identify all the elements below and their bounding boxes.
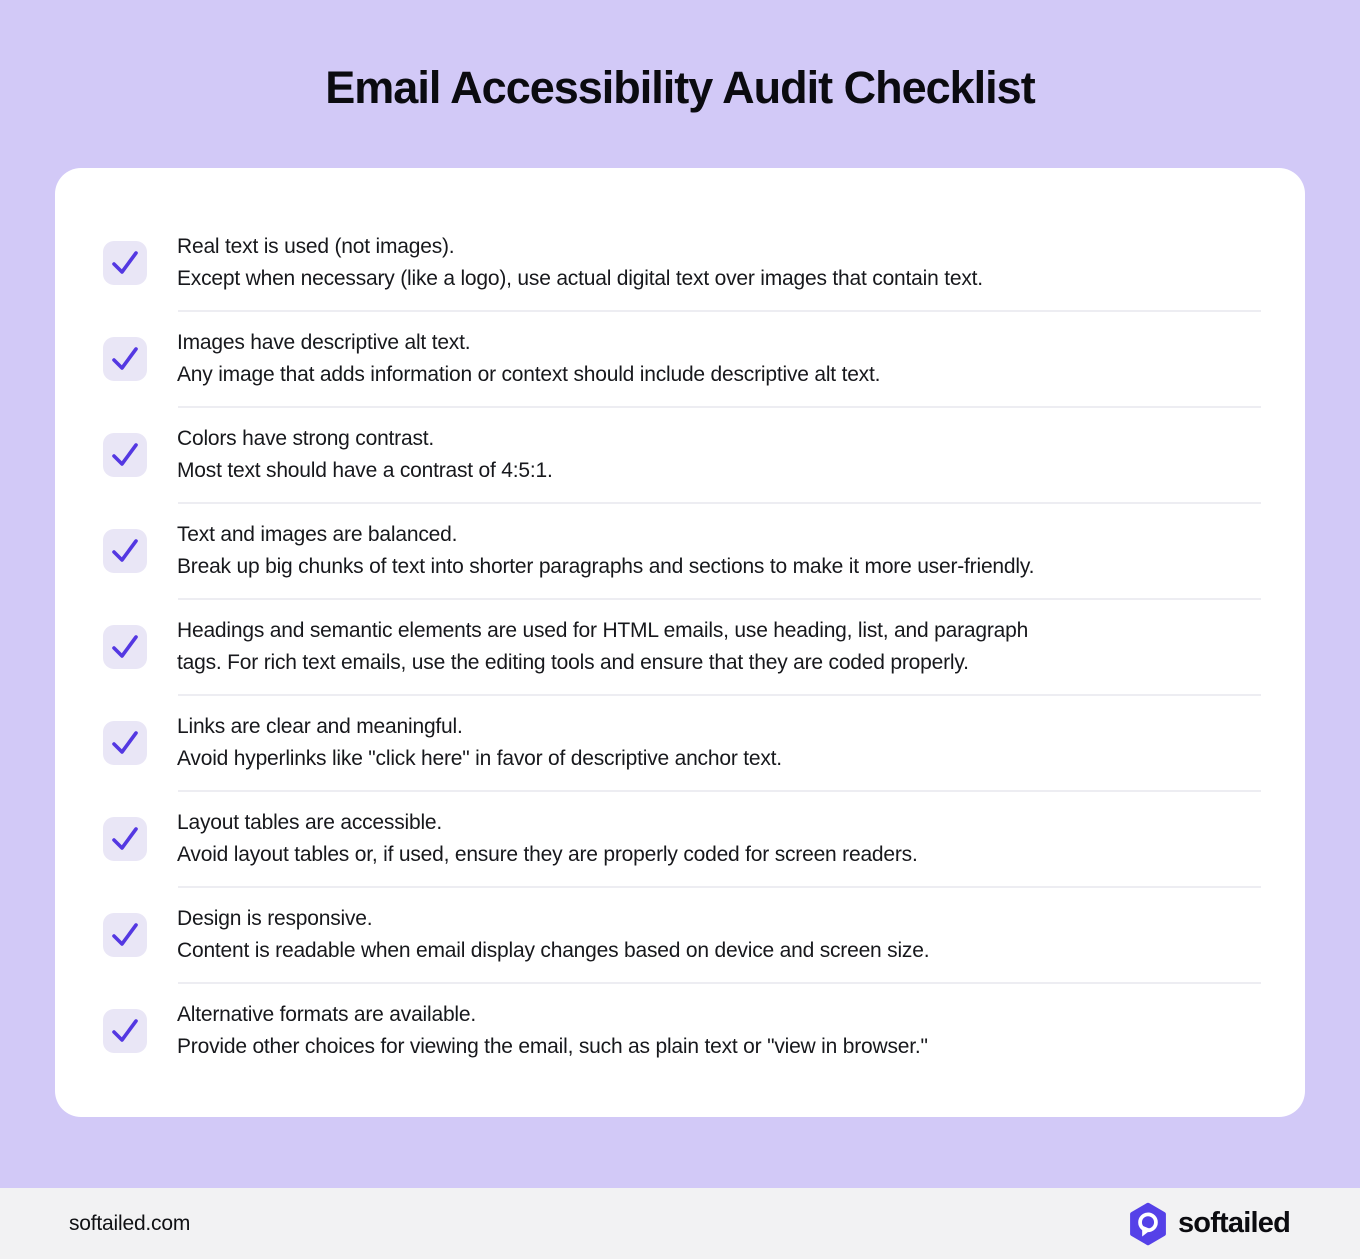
item-divider	[178, 982, 1261, 984]
checklist	[103, 231, 1261, 1063]
item-text	[177, 903, 929, 967]
checkmark-icon	[103, 817, 147, 861]
page-title: Email Accessibility Audit Checklist	[325, 62, 1035, 113]
checklist-item	[103, 519, 1261, 583]
checkbox-checked	[103, 241, 147, 285]
item-title: Text and images are balanced.	[177, 523, 458, 546]
item-description: Provide other choices for viewing the email, such as plain text or "view in browser."	[177, 1035, 928, 1058]
item-divider	[178, 310, 1261, 312]
item-title: Alternative formats are available.	[177, 1003, 477, 1026]
item-text	[177, 327, 880, 391]
checklist-item	[103, 903, 1261, 967]
item-title: Colors have strong contrast.	[177, 427, 435, 450]
checkmark-icon	[103, 337, 147, 381]
checklist-item	[103, 711, 1261, 775]
item-divider	[178, 598, 1261, 600]
item-divider	[178, 886, 1261, 888]
checkbox-checked	[103, 817, 147, 861]
item-description: Content is readable when email display changes based on device and screen size.	[177, 939, 930, 962]
checklist-item	[103, 807, 1261, 871]
checkmark-icon	[103, 625, 147, 669]
brand-logo	[1128, 1202, 1290, 1246]
checkbox-checked	[103, 529, 147, 573]
checklist-item	[103, 423, 1261, 487]
softailed-logo-icon	[1128, 1202, 1168, 1246]
item-title: Headings and semantic elements are used for HTML emails, use heading, list, and paragraph	[177, 619, 1029, 642]
checkmark-icon	[103, 529, 147, 573]
brand-name: softailed	[1177, 1207, 1290, 1239]
item-description: Any image that adds information or context should include descriptive alt text.	[177, 363, 881, 386]
checkmark-icon	[103, 721, 147, 765]
checkmark-icon	[103, 1009, 147, 1053]
item-divider	[178, 790, 1261, 792]
checklist-item	[103, 327, 1261, 391]
checkbox-checked	[103, 913, 147, 957]
item-description: Except when necessary (like a logo), use actual digital text over images that contain text.	[177, 267, 983, 290]
checkbox-checked	[103, 721, 147, 765]
item-title: Images have descriptive alt text.	[177, 331, 471, 354]
item-text	[177, 519, 1034, 583]
item-description: Break up big chunks of text into shorter paragraphs and sections to make it more user-friendly.	[177, 555, 1035, 578]
item-divider	[178, 406, 1261, 408]
footer-website: softailed.com	[69, 1211, 191, 1235]
checkbox-checked	[103, 625, 147, 669]
checkmark-icon	[103, 241, 147, 285]
checkbox-checked	[103, 433, 147, 477]
item-title: Links are clear and meaningful.	[177, 715, 463, 738]
item-description: Most text should have a contrast of 4:5:1.	[177, 459, 553, 482]
item-text	[177, 231, 983, 295]
item-title: Design is responsive.	[177, 907, 373, 930]
checkmark-icon	[103, 433, 147, 477]
checklist-item	[103, 231, 1261, 295]
item-text	[177, 423, 553, 487]
item-description: tags. For rich text emails, use the editing tools and ensure that they are coded properly.	[177, 651, 969, 674]
checkbox-checked	[103, 337, 147, 381]
checklist-card	[55, 168, 1305, 1117]
item-divider	[178, 694, 1261, 696]
checklist-item	[103, 615, 1261, 679]
item-description: Avoid hyperlinks like "click here" in favor of descriptive anchor text.	[177, 747, 782, 770]
checklist-item	[103, 999, 1261, 1063]
item-text	[177, 999, 928, 1063]
checkbox-checked	[103, 1009, 147, 1053]
item-title: Real text is used (not images).	[177, 235, 455, 258]
item-text	[177, 807, 918, 871]
footer	[0, 1188, 1360, 1259]
checkmark-icon	[103, 913, 147, 957]
item-description: Avoid layout tables or, if used, ensure they are properly coded for screen readers.	[177, 843, 918, 866]
item-title: Layout tables are accessible.	[177, 811, 443, 834]
item-text	[177, 615, 1028, 679]
item-text	[177, 711, 782, 775]
item-divider	[178, 502, 1261, 504]
